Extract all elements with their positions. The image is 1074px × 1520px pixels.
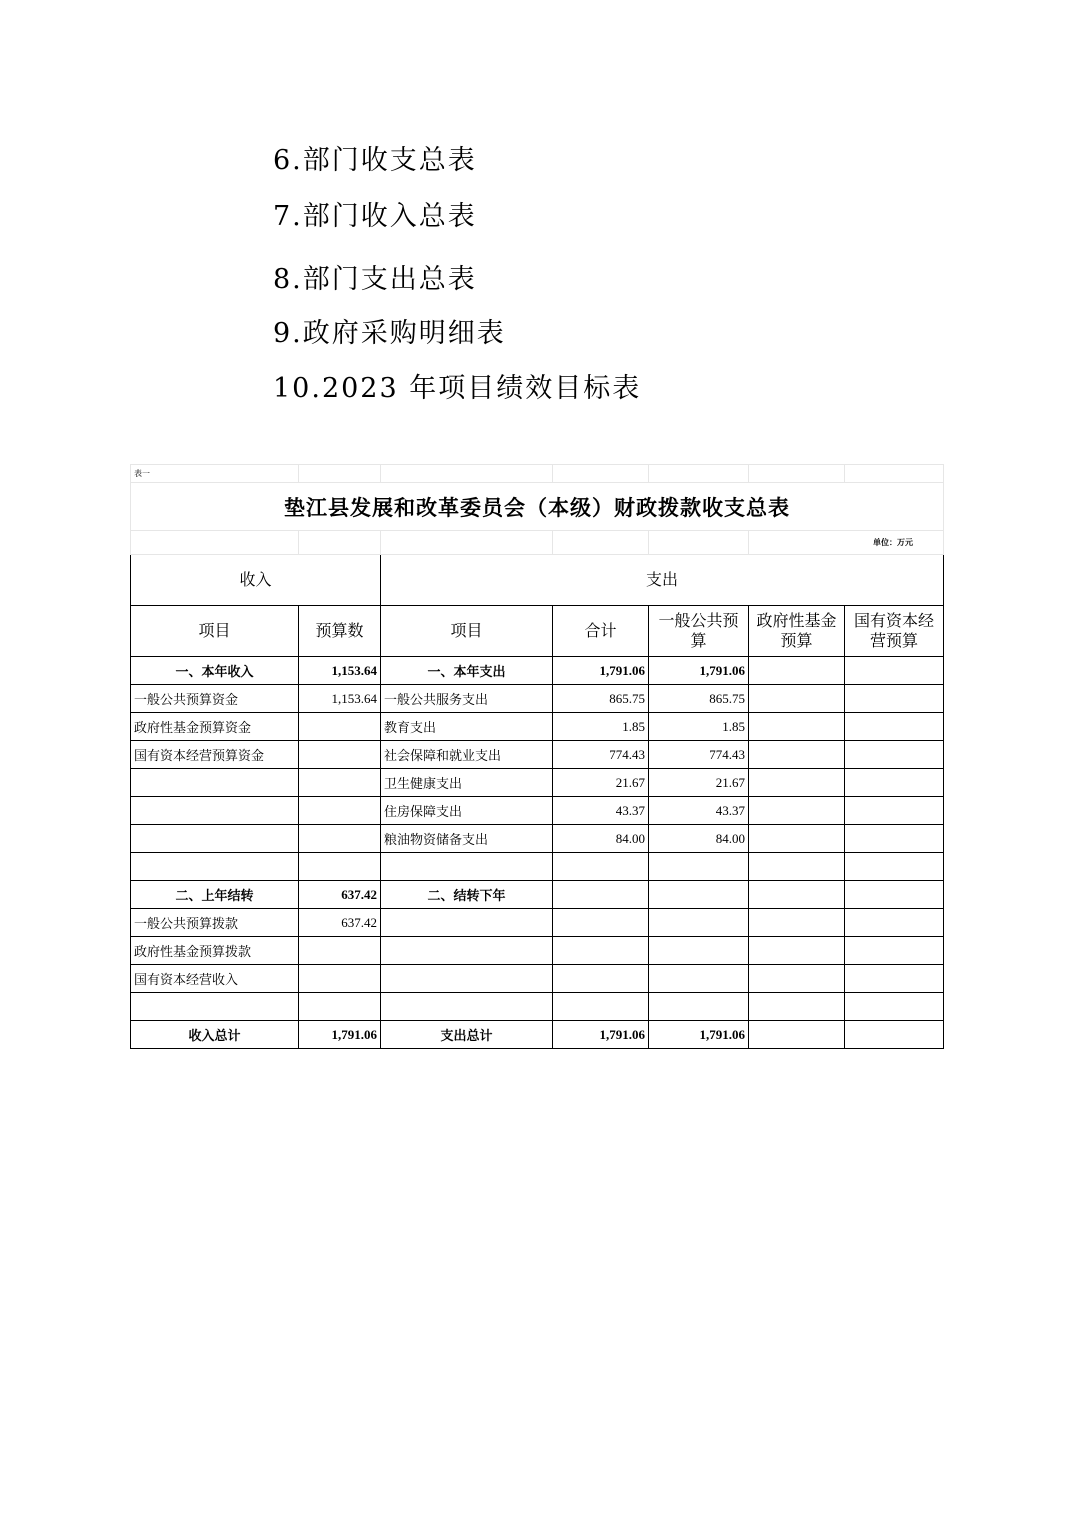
cell-expense-item — [381, 853, 553, 881]
cell-gov-fund-budget — [749, 853, 845, 881]
col-header-income-item: 项目 — [131, 606, 299, 657]
cell-gov-fund-budget — [749, 1021, 845, 1049]
cell-income-item — [131, 853, 299, 881]
cell-income-item: 政府性基金预算资金 — [131, 713, 299, 741]
cell-income-item: 国有资本经营收入 — [131, 965, 299, 993]
cell-income-item — [131, 825, 299, 853]
cell-state-capital-budget — [845, 965, 944, 993]
cell-expense-item — [381, 993, 553, 1021]
cell-expense-item: 一、本年支出 — [381, 657, 553, 685]
toc-item-7: 7.部门收入总表 — [273, 201, 477, 232]
table-row — [131, 853, 944, 881]
cell-income-budget — [299, 769, 381, 797]
cell-state-capital-budget — [845, 713, 944, 741]
cell-income-item: 二、上年结转 — [131, 881, 299, 909]
cell-gov-fund-budget — [749, 825, 845, 853]
cell-income-item: 一般公共预算拨款 — [131, 909, 299, 937]
cell-state-capital-budget — [845, 853, 944, 881]
col-header-gov-fund-budget: 政府性基金预算 — [749, 606, 845, 657]
cell-expense-item: 社会保障和就业支出 — [381, 741, 553, 769]
cell-income-item: 政府性基金预算拨款 — [131, 937, 299, 965]
table-row — [131, 1021, 944, 1049]
toc-item-6: 6.部门收支总表 — [273, 145, 477, 176]
table-row — [131, 685, 944, 713]
cell-income-budget: 1,153.64 — [299, 685, 381, 713]
cell-income-budget — [299, 825, 381, 853]
cell-state-capital-budget — [845, 1021, 944, 1049]
cell-income-budget: 1,153.64 — [299, 657, 381, 685]
sheet-title: 垫江县发展和改革委员会（本级）财政拨款收支总表 — [131, 483, 944, 531]
table-row — [131, 993, 944, 1021]
cell-income-budget — [299, 853, 381, 881]
cell-gov-fund-budget — [749, 657, 845, 685]
cell-state-capital-budget — [845, 769, 944, 797]
cell-total — [553, 909, 649, 937]
cell-total — [553, 937, 649, 965]
cell-general-budget: 1,791.06 — [649, 1021, 749, 1049]
table-row — [131, 937, 944, 965]
toc-item-9: 9.政府采购明细表 — [273, 318, 506, 349]
cell-expense-item: 一般公共服务支出 — [381, 685, 553, 713]
col-header-general-budget: 一般公共预算 — [649, 606, 749, 657]
cell-expense-item: 住房保障支出 — [381, 797, 553, 825]
cell-income-item — [131, 993, 299, 1021]
table-row — [131, 657, 944, 685]
cell-total — [553, 965, 649, 993]
cell-income-item — [131, 797, 299, 825]
toc-item-10: 10.2023 年项目绩效目标表 — [273, 373, 642, 404]
cell-total: 1,791.06 — [553, 1021, 649, 1049]
cell-general-budget — [649, 909, 749, 937]
table-row — [131, 965, 944, 993]
cell-general-budget — [649, 937, 749, 965]
cell-gov-fund-budget — [749, 713, 845, 741]
cell-expense-item: 二、结转下年 — [381, 881, 553, 909]
cell-gov-fund-budget — [749, 965, 845, 993]
cell-general-budget: 21.67 — [649, 769, 749, 797]
col-header-expense-item: 项目 — [381, 606, 553, 657]
cell-state-capital-budget — [845, 825, 944, 853]
cell-gov-fund-budget — [749, 993, 845, 1021]
cell-total — [553, 993, 649, 1021]
cell-income-budget — [299, 965, 381, 993]
budget-summary-table — [130, 464, 944, 1049]
cell-income-budget — [299, 937, 381, 965]
cell-gov-fund-budget — [749, 881, 845, 909]
cell-income-item — [131, 769, 299, 797]
cell-expense-item — [381, 909, 553, 937]
cell-general-budget: 1,791.06 — [649, 657, 749, 685]
col-header-total: 合计 — [553, 606, 649, 657]
table-row — [131, 797, 944, 825]
cell-income-item: 国有资本经营预算资金 — [131, 741, 299, 769]
cell-general-budget — [649, 993, 749, 1021]
cell-expense-item: 支出总计 — [381, 1021, 553, 1049]
cell-expense-item — [381, 937, 553, 965]
cell-income-budget: 1,791.06 — [299, 1021, 381, 1049]
cell-expense-item: 教育支出 — [381, 713, 553, 741]
table-row — [131, 713, 944, 741]
cell-state-capital-budget — [845, 909, 944, 937]
cell-income-budget — [299, 993, 381, 1021]
cell-general-budget — [649, 853, 749, 881]
cell-total — [553, 881, 649, 909]
cell-gov-fund-budget — [749, 741, 845, 769]
cell-total: 84.00 — [553, 825, 649, 853]
cell-gov-fund-budget — [749, 909, 845, 937]
col-header-state-capital-budget: 国有资本经营预算 — [845, 606, 944, 657]
income-header: 收入 — [131, 555, 381, 606]
cell-expense-item: 粮油物资储备支出 — [381, 825, 553, 853]
table-row — [131, 825, 944, 853]
expense-header: 支出 — [381, 555, 944, 606]
table-row — [131, 909, 944, 937]
cell-general-budget: 43.37 — [649, 797, 749, 825]
cell-gov-fund-budget — [749, 769, 845, 797]
cell-income-budget: 637.42 — [299, 909, 381, 937]
cell-gov-fund-budget — [749, 937, 845, 965]
cell-state-capital-budget — [845, 797, 944, 825]
cell-state-capital-budget — [845, 657, 944, 685]
cell-expense-item — [381, 965, 553, 993]
cell-total — [553, 853, 649, 881]
cell-income-budget — [299, 713, 381, 741]
cell-total: 1,791.06 — [553, 657, 649, 685]
sheet-label: 表一 — [131, 465, 299, 483]
cell-income-budget — [299, 741, 381, 769]
cell-total: 43.37 — [553, 797, 649, 825]
table-row — [131, 881, 944, 909]
cell-income-item: 收入总计 — [131, 1021, 299, 1049]
cell-general-budget: 774.43 — [649, 741, 749, 769]
col-header-income-budget: 预算数 — [299, 606, 381, 657]
cell-state-capital-budget — [845, 993, 944, 1021]
cell-income-budget — [299, 797, 381, 825]
cell-general-budget: 865.75 — [649, 685, 749, 713]
cell-general-budget: 1.85 — [649, 713, 749, 741]
cell-gov-fund-budget — [749, 685, 845, 713]
cell-total: 21.67 — [553, 769, 649, 797]
cell-general-budget — [649, 881, 749, 909]
cell-income-budget: 637.42 — [299, 881, 381, 909]
table-row — [131, 769, 944, 797]
toc-item-8: 8.部门支出总表 — [273, 264, 477, 295]
cell-total: 865.75 — [553, 685, 649, 713]
unit-label: 单位：万元 — [749, 531, 944, 555]
cell-state-capital-budget — [845, 937, 944, 965]
cell-total: 774.43 — [553, 741, 649, 769]
cell-general-budget: 84.00 — [649, 825, 749, 853]
cell-gov-fund-budget — [749, 797, 845, 825]
cell-total: 1.85 — [553, 713, 649, 741]
cell-income-item: 一般公共预算资金 — [131, 685, 299, 713]
table-row — [131, 741, 944, 769]
cell-state-capital-budget — [845, 685, 944, 713]
cell-general-budget — [649, 965, 749, 993]
cell-state-capital-budget — [845, 881, 944, 909]
cell-state-capital-budget — [845, 741, 944, 769]
cell-expense-item: 卫生健康支出 — [381, 769, 553, 797]
cell-income-item: 一、本年收入 — [131, 657, 299, 685]
